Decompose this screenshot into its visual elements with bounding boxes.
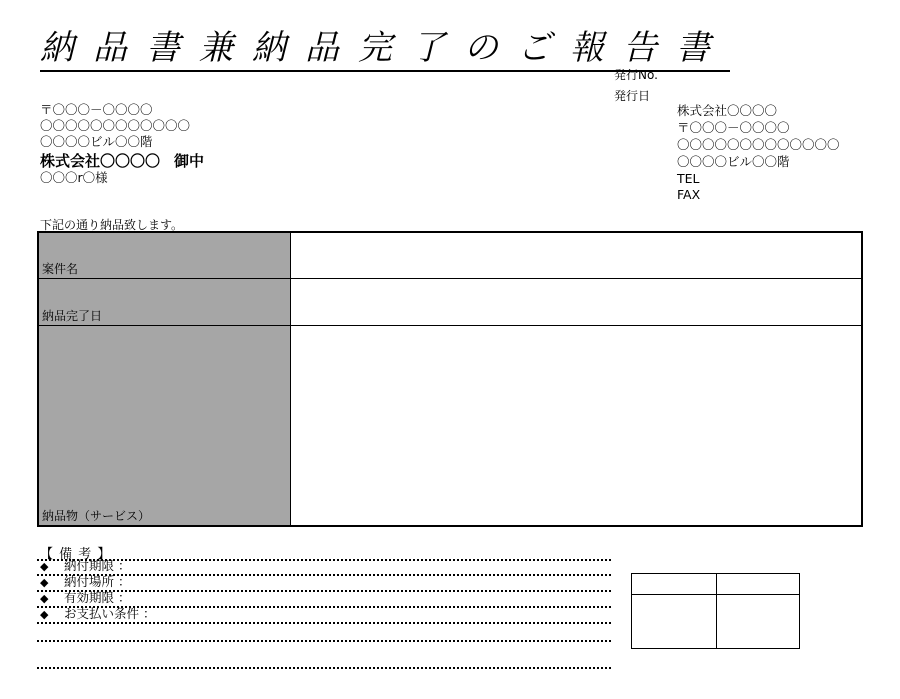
completion-date-value[interactable]	[291, 279, 861, 325]
recipient-company-line	[40, 150, 204, 171]
project-name-label-cell	[39, 233, 291, 278]
deliverables-label: 納品物（サービス）	[42, 509, 151, 523]
stamp-box-divider	[716, 574, 717, 648]
remarks-title: 【 備 考 】	[40, 547, 112, 562]
sender-tel-label: TEL	[677, 171, 700, 186]
table-row-completion-date	[39, 279, 861, 326]
intro-text: 下記の通り納品致します。	[40, 218, 184, 232]
delivery-table	[37, 231, 863, 527]
table-row-project-name	[39, 233, 861, 279]
dotted-rule	[37, 667, 611, 669]
completion-date-label: 納品完了日	[42, 309, 103, 323]
remark-text: 有効期限 ：	[64, 590, 131, 605]
recipient-contact: 〇〇〇r〇様	[40, 170, 108, 185]
deliverables-value[interactable]	[291, 326, 861, 525]
sender-address1: 〇〇〇〇〇〇〇〇〇〇〇〇〇	[677, 137, 840, 152]
diamond-bullet-icon: ◆	[40, 560, 49, 573]
dotted-rule	[37, 622, 611, 624]
recipient-postal: 〒〇〇〇－〇〇〇〇	[40, 102, 153, 117]
recipient-honorific: 御中	[174, 152, 205, 170]
recipient-address2: 〇〇〇〇ビル〇〇階	[40, 134, 153, 149]
remark-item	[40, 559, 130, 574]
dotted-rule	[37, 640, 611, 642]
document-title: 納品書兼納品完了のご報告書	[40, 26, 730, 72]
remark-item	[40, 591, 130, 606]
deliverables-label-cell	[39, 326, 291, 525]
diamond-bullet-icon: ◆	[40, 592, 49, 605]
issue-number-label: 発行No.	[614, 68, 658, 82]
diamond-bullet-icon: ◆	[40, 608, 49, 621]
remark-item	[40, 607, 155, 622]
recipient-company: 株式会社〇〇〇〇	[40, 152, 161, 170]
sender-company: 株式会社〇〇〇〇	[677, 103, 778, 118]
sender-fax-label: FAX	[677, 187, 701, 202]
completion-date-label-cell	[39, 279, 291, 325]
diamond-bullet-icon: ◆	[40, 576, 49, 589]
recipient-address1: 〇〇〇〇〇〇〇〇〇〇〇〇	[40, 118, 191, 133]
table-row-deliverables	[39, 326, 861, 525]
project-name-label: 案件名	[42, 262, 79, 276]
remark-text: 納付場所 ：	[64, 574, 131, 589]
sender-address2: 〇〇〇〇ビル〇〇階	[677, 154, 790, 169]
remark-text: お支払い条件 ：	[64, 606, 156, 621]
issue-date-label: 発行日	[614, 89, 651, 103]
sender-postal: 〒〇〇〇－〇〇〇〇	[677, 120, 790, 135]
remark-item	[40, 575, 130, 590]
approval-stamp-box	[631, 573, 800, 649]
remark-text: 納付期限 ：	[64, 558, 131, 573]
project-name-value[interactable]	[291, 233, 861, 278]
